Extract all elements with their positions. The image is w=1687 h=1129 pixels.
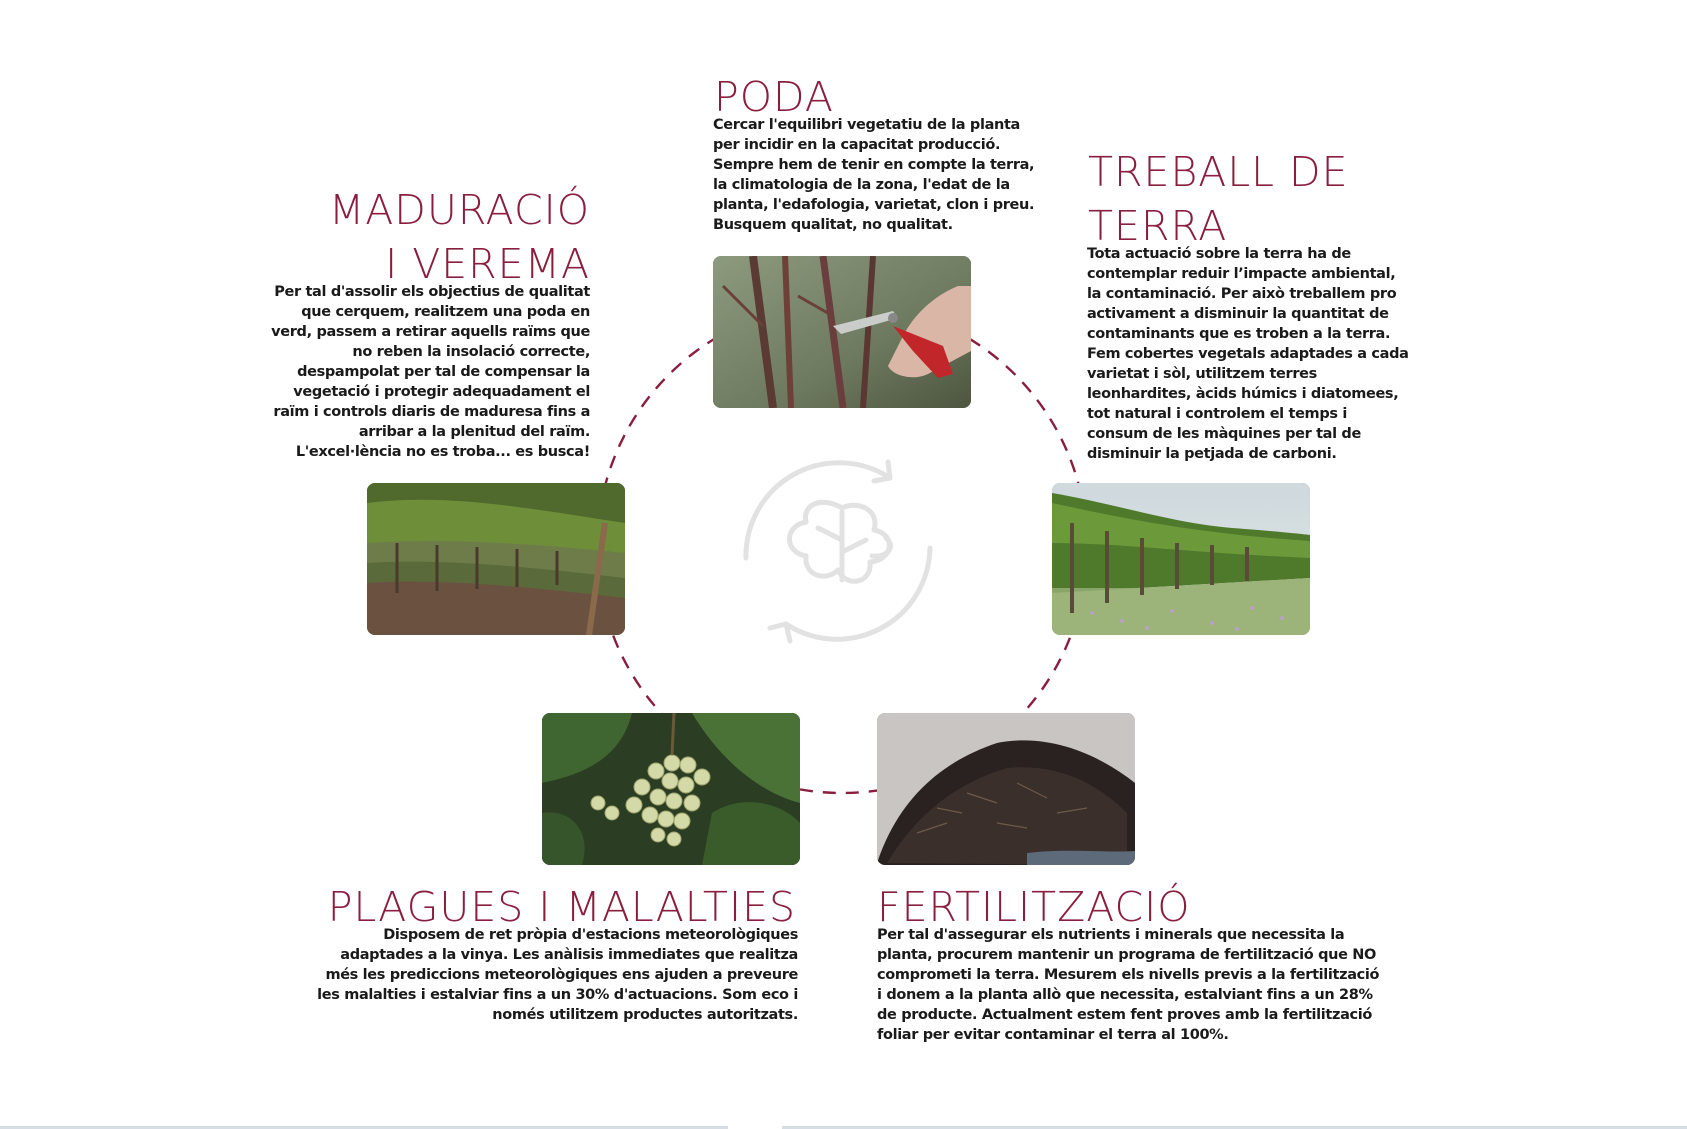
vineyard-rows-photo [367, 483, 625, 635]
poda-text: Cercar l'equilibri vegetatiu de la planta per incidir en la capacitat producció. Sempre hem de tenir en compte la terra, la climatologia de la zona, l'edat de la planta, l'edafologia, varietat, clon i preu. Busquem qualitat, no qualitat. [713, 117, 1035, 233]
maduracio-i-verema-text: Per tal d'assolir els objectius de qualitat que cerquem, realitzem una poda en verd, passem a retirar aquells raïms que no reben la insolació correcte, despampolat per tal de compensar la vegetació i protegir adequadament el raïm i controls diaris de maduresa fins a arribar a la plenitud del raïm. L'excel·lència no es troba... es busca! [271, 284, 590, 460]
fertilitzacio-text: Per tal d'assegurar els nutrients i minerals que necessita la planta, procurem mantenir un programa de fertilització que NO comprometi la terra. Mesurem els nivells previs a la fertilització i donem a la planta allò que necessita, estalviant fins a un 28% de producte. Actualment estem fent proves amb la fertilització foliar per evitar contaminar el terra al 100%. [877, 927, 1380, 1043]
poda-title: PODA [714, 73, 834, 121]
plagues-i-malalties-text: Disposem de ret pròpia d'estacions meteorològiques adaptades a la vinya. Les anàlisis immediates que realitza més les prediccions meteorològiques ens ajuden a preveure les malalties i estalviar fins a un 30% d'actuacions. Som eco i només utilitzem productes autoritzats. [317, 927, 798, 1023]
maduracio-i-verema-title: MADURACIÓ I VEREMA [328, 186, 590, 288]
treball-de-terra-title: TREBALL DE TERRA [1088, 148, 1349, 250]
compost-pile-photo [877, 713, 1135, 865]
pruning-shears-photo [713, 256, 971, 408]
fertilitzacio-title: FERTILITZACIÓ [877, 883, 1191, 931]
treball-de-terra-text: Tota actuació sobre la terra ha de contemplar reduir l’impacte ambiental, la contaminació. Per això treballem pro activament a disminuir la quantitat de contaminants que es troben a la terra. Fem cobertes vegetals adaptades a cada varietat i sòl, utilitzem terres leonhardites, àcids húmics i diatomees, tot natural i controlem el temps i consum de les màquines per tal de disminuir la petjada de carboni. [1087, 246, 1409, 462]
plagues-i-malalties-title: PLAGUES I MALALTIES [327, 883, 796, 931]
vineyard-cover-crop-photo [1052, 483, 1310, 635]
white-grapes-photo [542, 713, 800, 865]
recycling-grape-leaf-icon [746, 462, 930, 641]
